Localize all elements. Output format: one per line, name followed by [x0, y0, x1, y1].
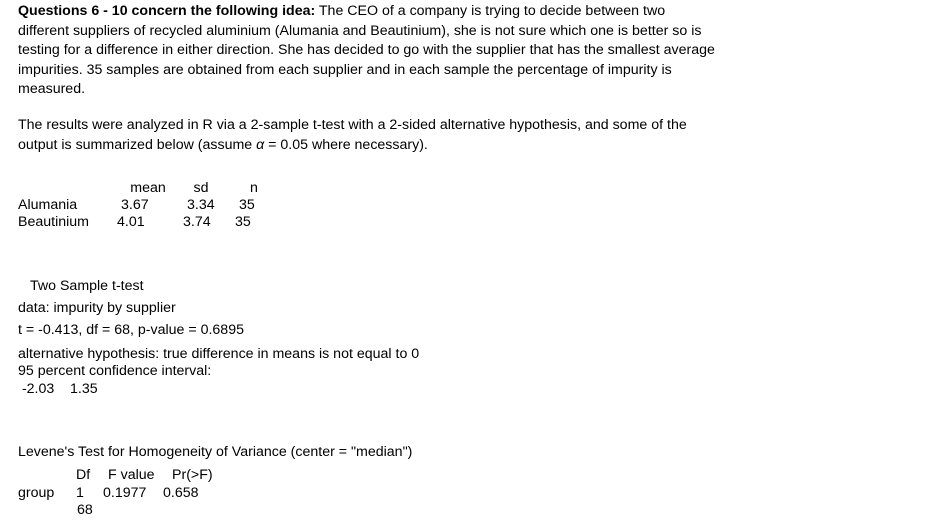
levene-title: Levene's Test for Homogeneity of Variance (center = "median") [18, 444, 413, 460]
analysis-text-before: The results were analyzed in R via a 2-sample t-test with a 2-sided alternative hypothesis, and some of the output is summarized below (assume [18, 117, 687, 153]
levene-header-fvalue: F value [108, 467, 155, 483]
summary-cell-n: 35 [235, 214, 251, 230]
ttest-alt-hypothesis: alternative hypothesis: true difference in means is not equal to 0 [18, 346, 420, 362]
summary-cell-mean: 3.67 [121, 197, 149, 213]
ttest-ci-label: 95 percent confidence interval: [18, 363, 212, 379]
ttest-data-line: data: impurity by supplier [18, 300, 176, 316]
summary-row-label: Beautinium [18, 214, 89, 230]
levene-row-label: group [18, 485, 55, 501]
summary-cell-sd: 3.74 [183, 214, 211, 230]
intro-body: The CEO of a company is trying to decide between two different suppliers of recycled aluminium (Alumania and Beautinium), she is not sure which one is better so is testing for a difference in either direction. She has decided to go with the supplier that has the smallest average impurities. 35 samples are obtained from each supplier and in each sample the percentage of impurity is measured. [18, 3, 715, 97]
summary-header-n: n [250, 180, 258, 196]
levene-cell-df: 1 [76, 485, 84, 501]
levene-header-pvalue: Pr(>F) [172, 467, 213, 483]
analysis-text-after: = 0.05 where necessary). [264, 136, 428, 153]
levene-cell-pvalue: 0.658 [163, 485, 199, 501]
levene-header-df: Df [76, 467, 91, 483]
summary-cell-mean: 4.01 [117, 214, 145, 230]
summary-header-sd: sd [193, 180, 209, 196]
intro-paragraph [18, 2, 718, 100]
ttest-ci-values: -2.03 1.35 [18, 381, 98, 397]
summary-cell-sd: 3.34 [187, 197, 215, 213]
intro-bold-lead: Questions 6 - 10 concern the following idea: [18, 3, 316, 19]
ttest-title: Two Sample t-test [30, 278, 144, 294]
summary-header-mean: mean [130, 180, 166, 196]
analysis-paragraph [18, 116, 718, 155]
ttest-stat-line: t = -0.413, df = 68, p-value = 0.6895 [18, 322, 244, 338]
summary-cell-n: 35 [239, 197, 255, 213]
levene-cell-fvalue: 0.1977 [103, 485, 147, 501]
summary-row-label: Alumania [18, 197, 78, 213]
levene-cell-df-residual: 68 [77, 502, 93, 518]
alpha-symbol: α [256, 136, 265, 153]
